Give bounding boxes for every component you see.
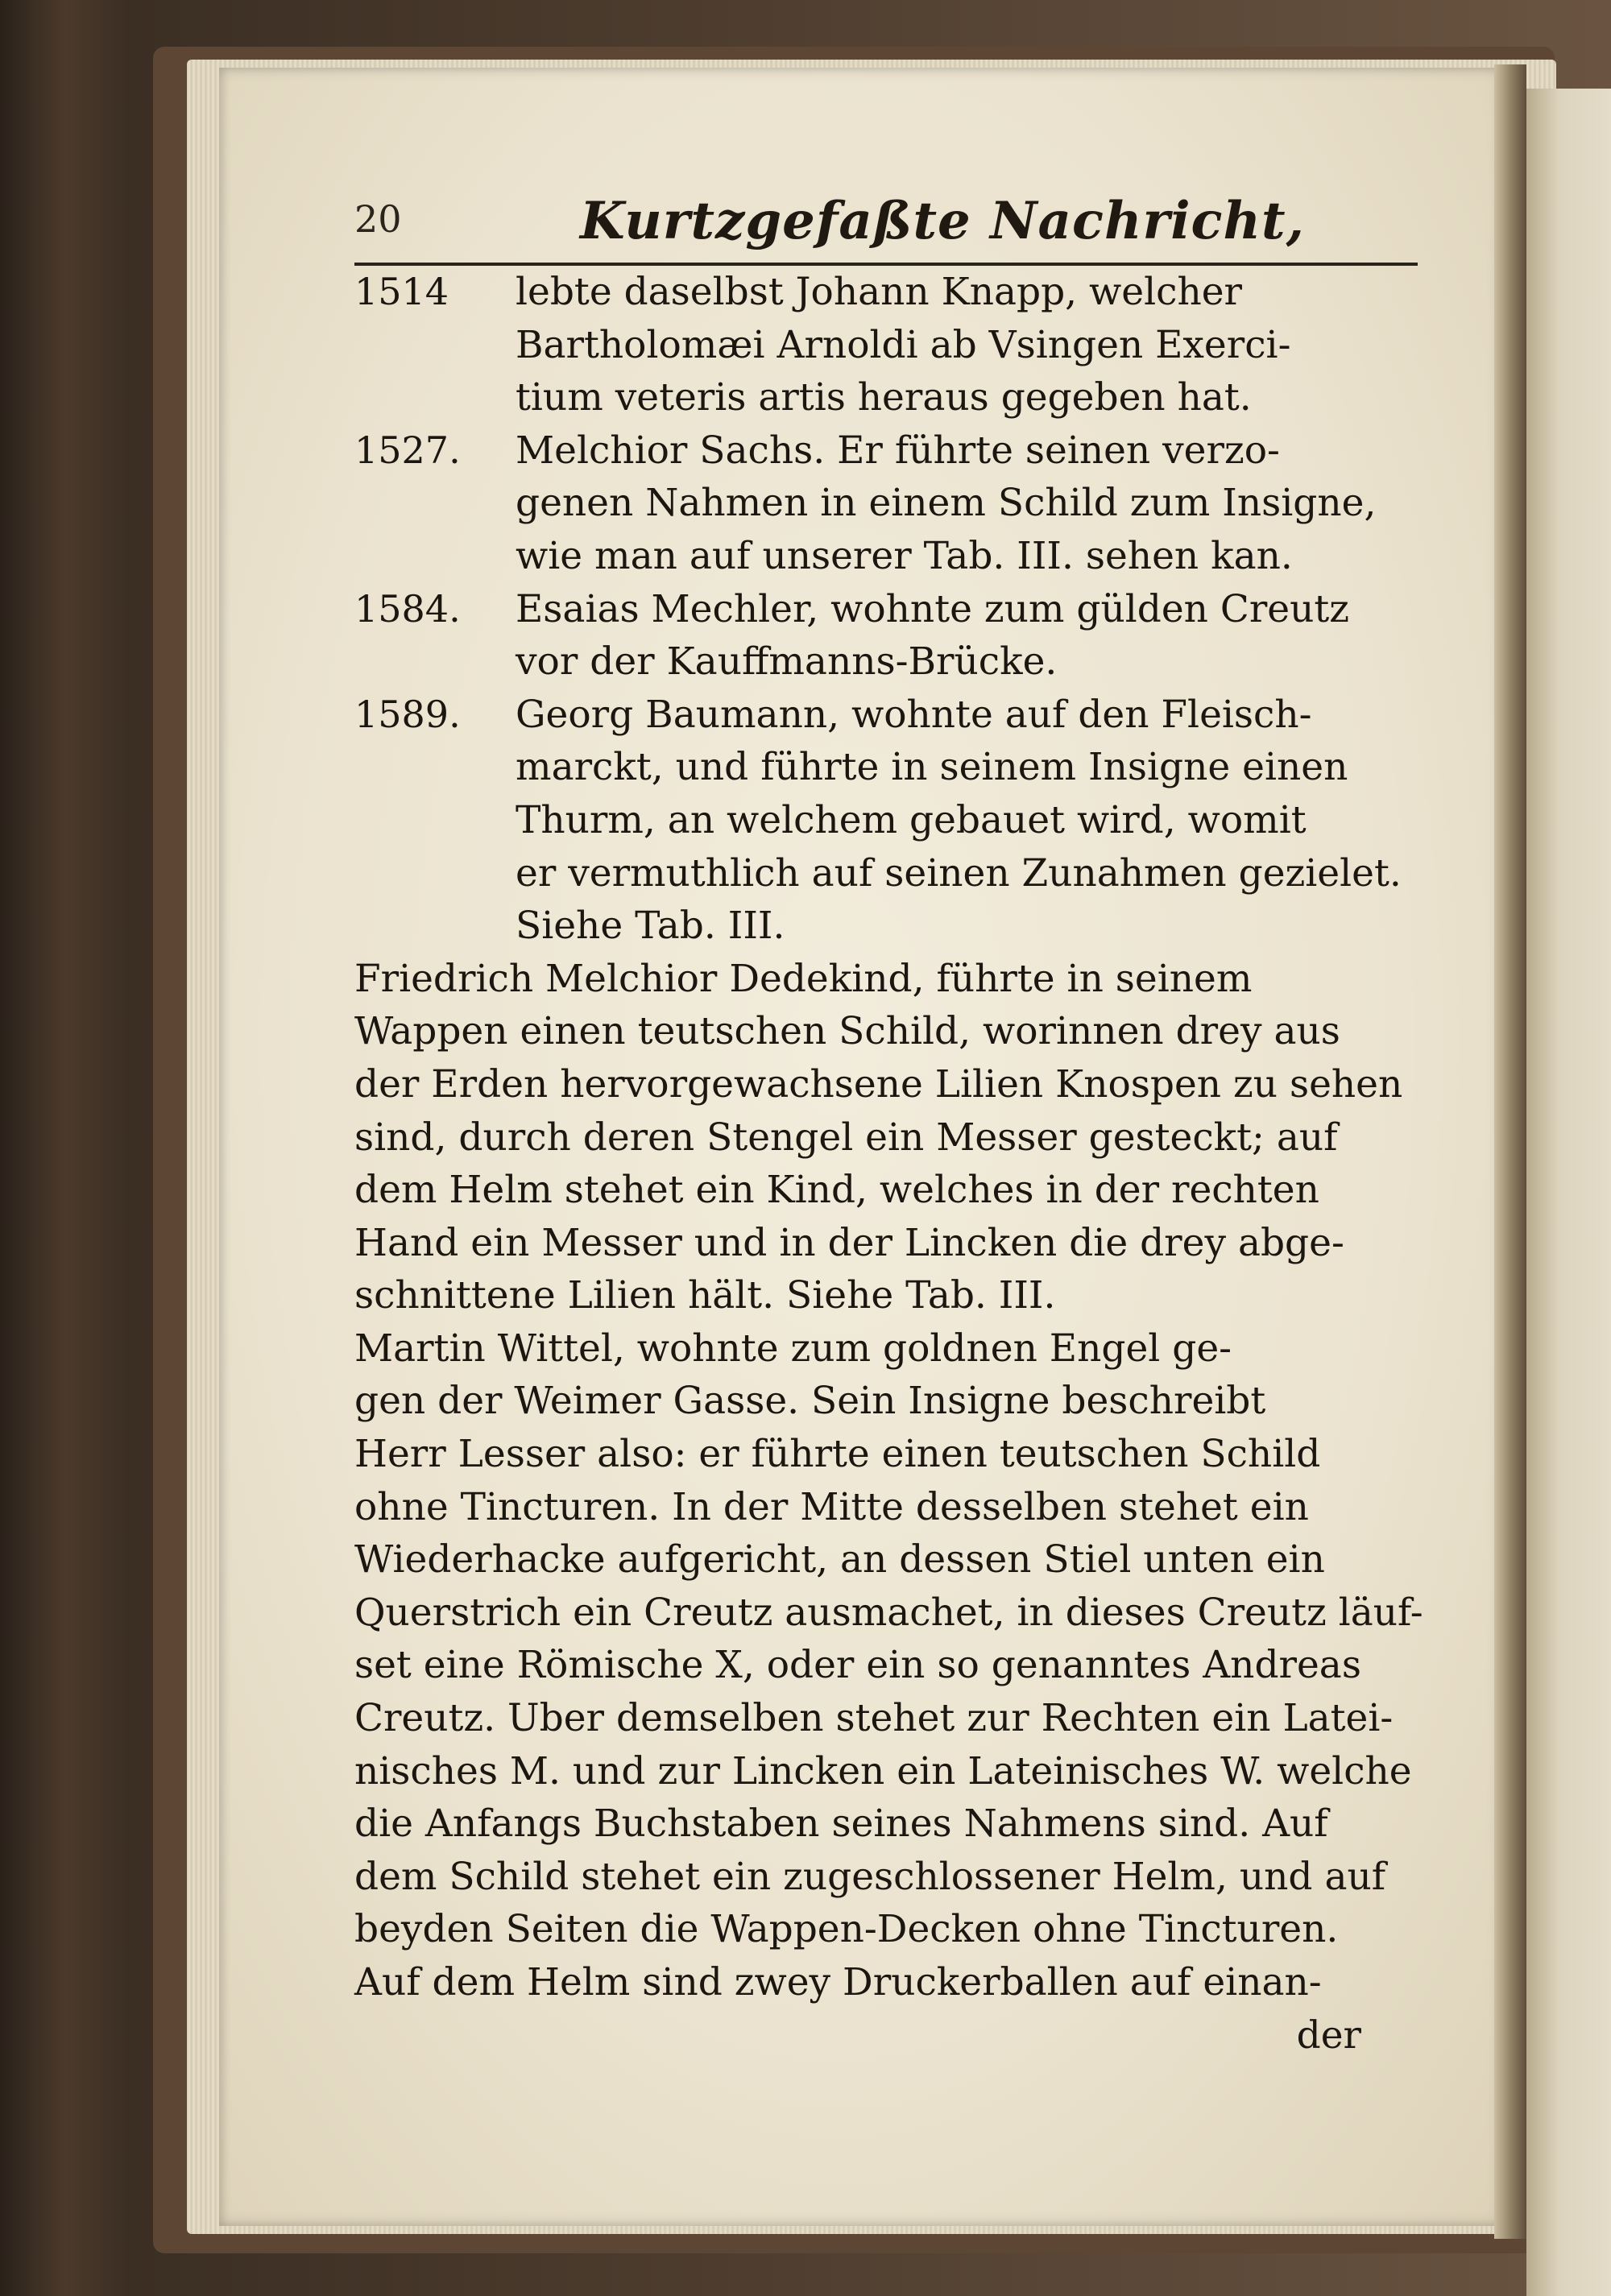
text-line: Bartholomæi Arnoldi ab Vsingen Exerci- xyxy=(516,322,1291,367)
catchword: der xyxy=(1296,2013,1361,2058)
entry-year: 1589. xyxy=(354,692,461,736)
entry-year: 1584. xyxy=(354,586,461,631)
text-line: beyden Seiten die Wappen-Decken ohne Tincturen. xyxy=(354,1907,1339,1952)
text-line: Martin Wittel, wohnte zum goldnen Engel ge- xyxy=(354,1326,1232,1371)
text-line: Hand ein Messer und in der Lincken die drey abge- xyxy=(354,1220,1344,1265)
text-line: Siehe Tab. III. xyxy=(516,904,785,949)
text-line: nisches M. und zur Lincken ein Lateinisches W. welche xyxy=(354,1748,1412,1793)
text-line: sind, durch deren Stengel ein Messer gesteckt; auf xyxy=(354,1115,1338,1160)
book-gutter xyxy=(1494,64,1526,2239)
text-line: Esaias Mechler, wohnte zum gülden Creutz xyxy=(516,586,1350,631)
page-number: 20 xyxy=(354,197,402,241)
entry-1527 xyxy=(354,424,1426,583)
text-line: lebte daselbst Johann Knapp, welcher xyxy=(516,270,1242,314)
running-title: Kurtzgefaßte Nachricht, xyxy=(580,191,1305,251)
text-line: dem Helm stehet ein Kind, welches in der rechten xyxy=(354,1168,1319,1213)
text-line: Creutz. Uber demselben stehet zur Rechten ein Latei- xyxy=(354,1696,1394,1741)
text-line: er vermuthlich auf seinen Zunahmen gezielet. xyxy=(516,850,1402,896)
entry-1514 xyxy=(354,266,1426,424)
text-line: Wappen einen teutschen Schild, worinnen drey aus xyxy=(354,1009,1340,1054)
text-line: set eine Römische X, oder ein so genanntes Andreas xyxy=(354,1643,1361,1688)
text-line: Georg Baumann, wohnte auf den Fleisch- xyxy=(516,692,1312,737)
text-line: ohne Tincturen. In der Mitte desselben stehet ein xyxy=(354,1484,1309,1529)
text-line: dem Schild stehet ein zugeschlossener Helm, und auf xyxy=(354,1854,1386,1899)
text-line: die Anfangs Buchstaben seines Nahmens sind. Auf xyxy=(354,1802,1328,1847)
entry-1589 xyxy=(354,689,1426,953)
entry-year: 1527. xyxy=(354,428,461,472)
text-line: vor der Kauffmanns-Brücke. xyxy=(516,639,1058,685)
text-line: schnittene Lilien hält. Siehe Tab. III. xyxy=(354,1273,1056,1318)
text-line: Wiederhacke aufgericht, an dessen Stiel unten ein xyxy=(354,1537,1325,1582)
paragraph-dedekind xyxy=(354,953,1426,1322)
text-line: der Erden hervorgewachsene Lilien Knospen zu sehen xyxy=(354,1061,1403,1107)
text-line: Querstrich ein Creutz ausmachet, in dieses Creutz läuf- xyxy=(354,1590,1423,1635)
text-line: wie man auf unserer Tab. III. sehen kan. xyxy=(516,533,1293,578)
entry-1584 xyxy=(354,583,1426,689)
text-line: Melchior Sachs. Er führte seinen verzo- xyxy=(516,428,1280,473)
page-header xyxy=(354,181,1426,262)
text-line: Herr Lesser also: er führte einen teutschen Schild xyxy=(354,1432,1321,1477)
text-line: marckt, und führte in seinem Insigne einen xyxy=(516,745,1348,790)
page-text xyxy=(354,266,1426,2062)
text-line: Thurm, an welchem gebauet wird, womit xyxy=(516,797,1307,842)
text-line: gen der Weimer Gasse. Sein Insigne beschreibt xyxy=(354,1379,1266,1424)
text-line: genen Nahmen in einem Schild zum Insigne, xyxy=(516,481,1377,526)
entry-year: 1514 xyxy=(354,270,449,313)
text-line: Friedrich Melchior Dedekind, führte in seinem xyxy=(354,956,1253,1001)
facing-page-edge xyxy=(1526,89,1611,2296)
text-line: tium veteris artis heraus gegeben hat. xyxy=(516,375,1252,420)
text-line: Auf dem Helm sind zwey Druckerballen auf einan- xyxy=(354,1960,1322,2004)
paragraph-wittel xyxy=(354,1322,1426,2009)
